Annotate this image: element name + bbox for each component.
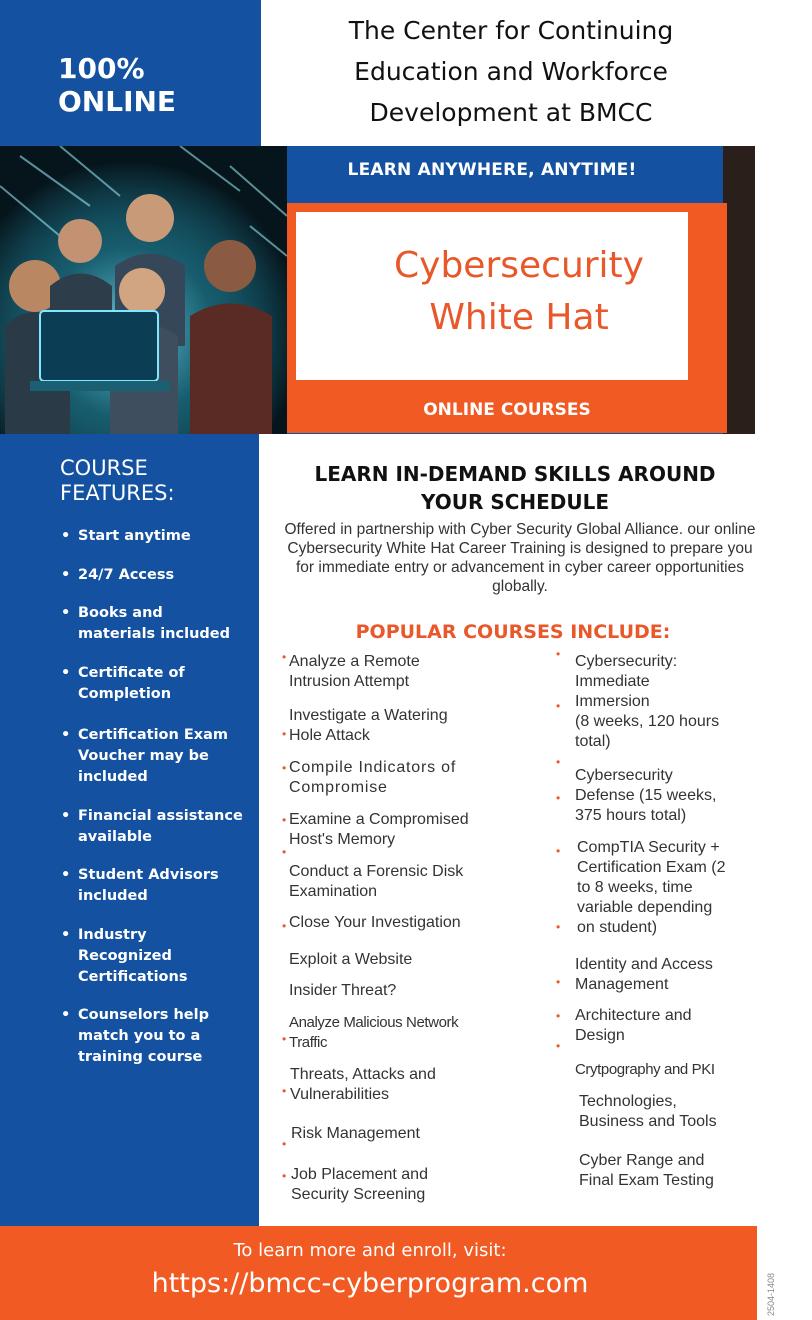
bullet-icon: •	[282, 761, 287, 775]
enroll-callout: To learn more and enroll, visit:	[233, 1240, 507, 1261]
course-item: Close Your Investigation	[289, 914, 461, 931]
feature-item: • Books and materials included	[78, 603, 258, 645]
course-item: Insider Threat?	[289, 982, 397, 999]
course-item: Analyze a Remote Intrusion Attempt	[289, 653, 420, 690]
bullet-icon: •	[556, 844, 561, 858]
bullet-icon: •	[282, 813, 287, 827]
bullet-icon: •	[556, 699, 561, 713]
print-code: 2504-1408	[766, 1272, 776, 1316]
feature-item: • Certificate of Completion	[78, 663, 258, 705]
bullet-icon: •	[282, 1137, 287, 1151]
course-item: CompTIA Security + Certification Exam (2 to 8 weeks, time variable depending on student)	[577, 839, 726, 936]
feature-item: • Start anytime	[78, 526, 258, 547]
bullet-icon: •	[282, 727, 287, 741]
banner-subtitle: ONLINE COURSES	[423, 400, 591, 420]
course-item: Threats, Attacks and Vulnerabilities	[290, 1066, 436, 1103]
bullet-icon: •	[282, 845, 287, 859]
course-item: Analyze Malicious Network Traffic	[289, 1014, 459, 1051]
course-item: Exploit a Website	[289, 951, 413, 968]
bullet-icon: •	[282, 650, 287, 664]
course-item: Cybersecurity Defense (15 weeks, 375 hours total)	[575, 767, 717, 824]
course-item: Cybersecurity: Immediate Immersion (8 weeks, 120 hours total)	[575, 653, 720, 750]
hero-photo	[0, 146, 287, 434]
enroll-url-link[interactable]: https://bmcc-cyberprogram.com	[151, 1268, 589, 1299]
course-item: Cyber Range and Final Exam Testing	[579, 1152, 714, 1189]
course-item: Job Placement and Security Screening	[291, 1166, 428, 1203]
bullet-icon: •	[556, 975, 561, 989]
bullet-icon: •	[556, 1009, 561, 1023]
bullet-icon: •	[282, 1032, 287, 1046]
bullet-icon: •	[556, 920, 561, 934]
feature-item: • 24/7 Access	[78, 565, 258, 586]
feature-item: • Certification Exam Voucher may be included	[78, 725, 258, 788]
course-item: Investigate a Watering Hole Attack	[289, 707, 448, 744]
feature-item: • Industry Recognized Certifications	[78, 925, 258, 988]
skills-heading: LEARN IN-DEMAND SKILLS AROUND YOUR SCHEDULE	[314, 462, 716, 514]
course-item: Crytpography and PKI	[575, 1061, 715, 1078]
bullet-icon: •	[282, 1169, 287, 1183]
course-item: Risk Management	[291, 1125, 420, 1142]
course-title: Cybersecurity White Hat	[394, 245, 644, 338]
feature-item: • Student Advisors included	[78, 865, 258, 907]
org-title: The Center for Continuing Education and Workforce Development at BMCC	[348, 16, 674, 127]
bullet-icon: •	[556, 791, 561, 805]
banner-tagline: LEARN ANYWHERE, ANYTIME!	[347, 160, 637, 180]
online-badge-label: 100% ONLINE	[58, 52, 177, 118]
intro-paragraph: Offered in partnership with Cyber Security Global Alliance. our online Cybersecurity White Hat Career Training is designed to prepare you for immediate entry or advancement in cyber career opportunities globally.	[284, 521, 756, 595]
course-item: Examine a Compromised Host's Memory	[289, 811, 469, 848]
feature-item: • Counselors help match you to a training course	[78, 1005, 258, 1068]
bullet-icon: •	[556, 647, 561, 661]
course-item: Conduct a Forensic Disk Examination	[289, 863, 464, 900]
popular-courses-heading: POPULAR COURSES INCLUDE:	[355, 621, 671, 643]
course-item: Technologies, Business and Tools	[579, 1093, 717, 1130]
bullet-icon: •	[556, 755, 561, 769]
features-heading: COURSE FEATURES:	[60, 456, 175, 505]
course-item: Architecture and Design	[575, 1007, 692, 1044]
bullet-icon: •	[282, 1084, 287, 1098]
bullet-icon: •	[556, 1039, 561, 1053]
feature-item: • Financial assistance available	[78, 806, 258, 848]
course-item: Compile Indicators of Compromise	[289, 759, 457, 796]
bullet-icon: •	[282, 919, 287, 933]
course-item: Identity and Access Management	[575, 956, 713, 993]
